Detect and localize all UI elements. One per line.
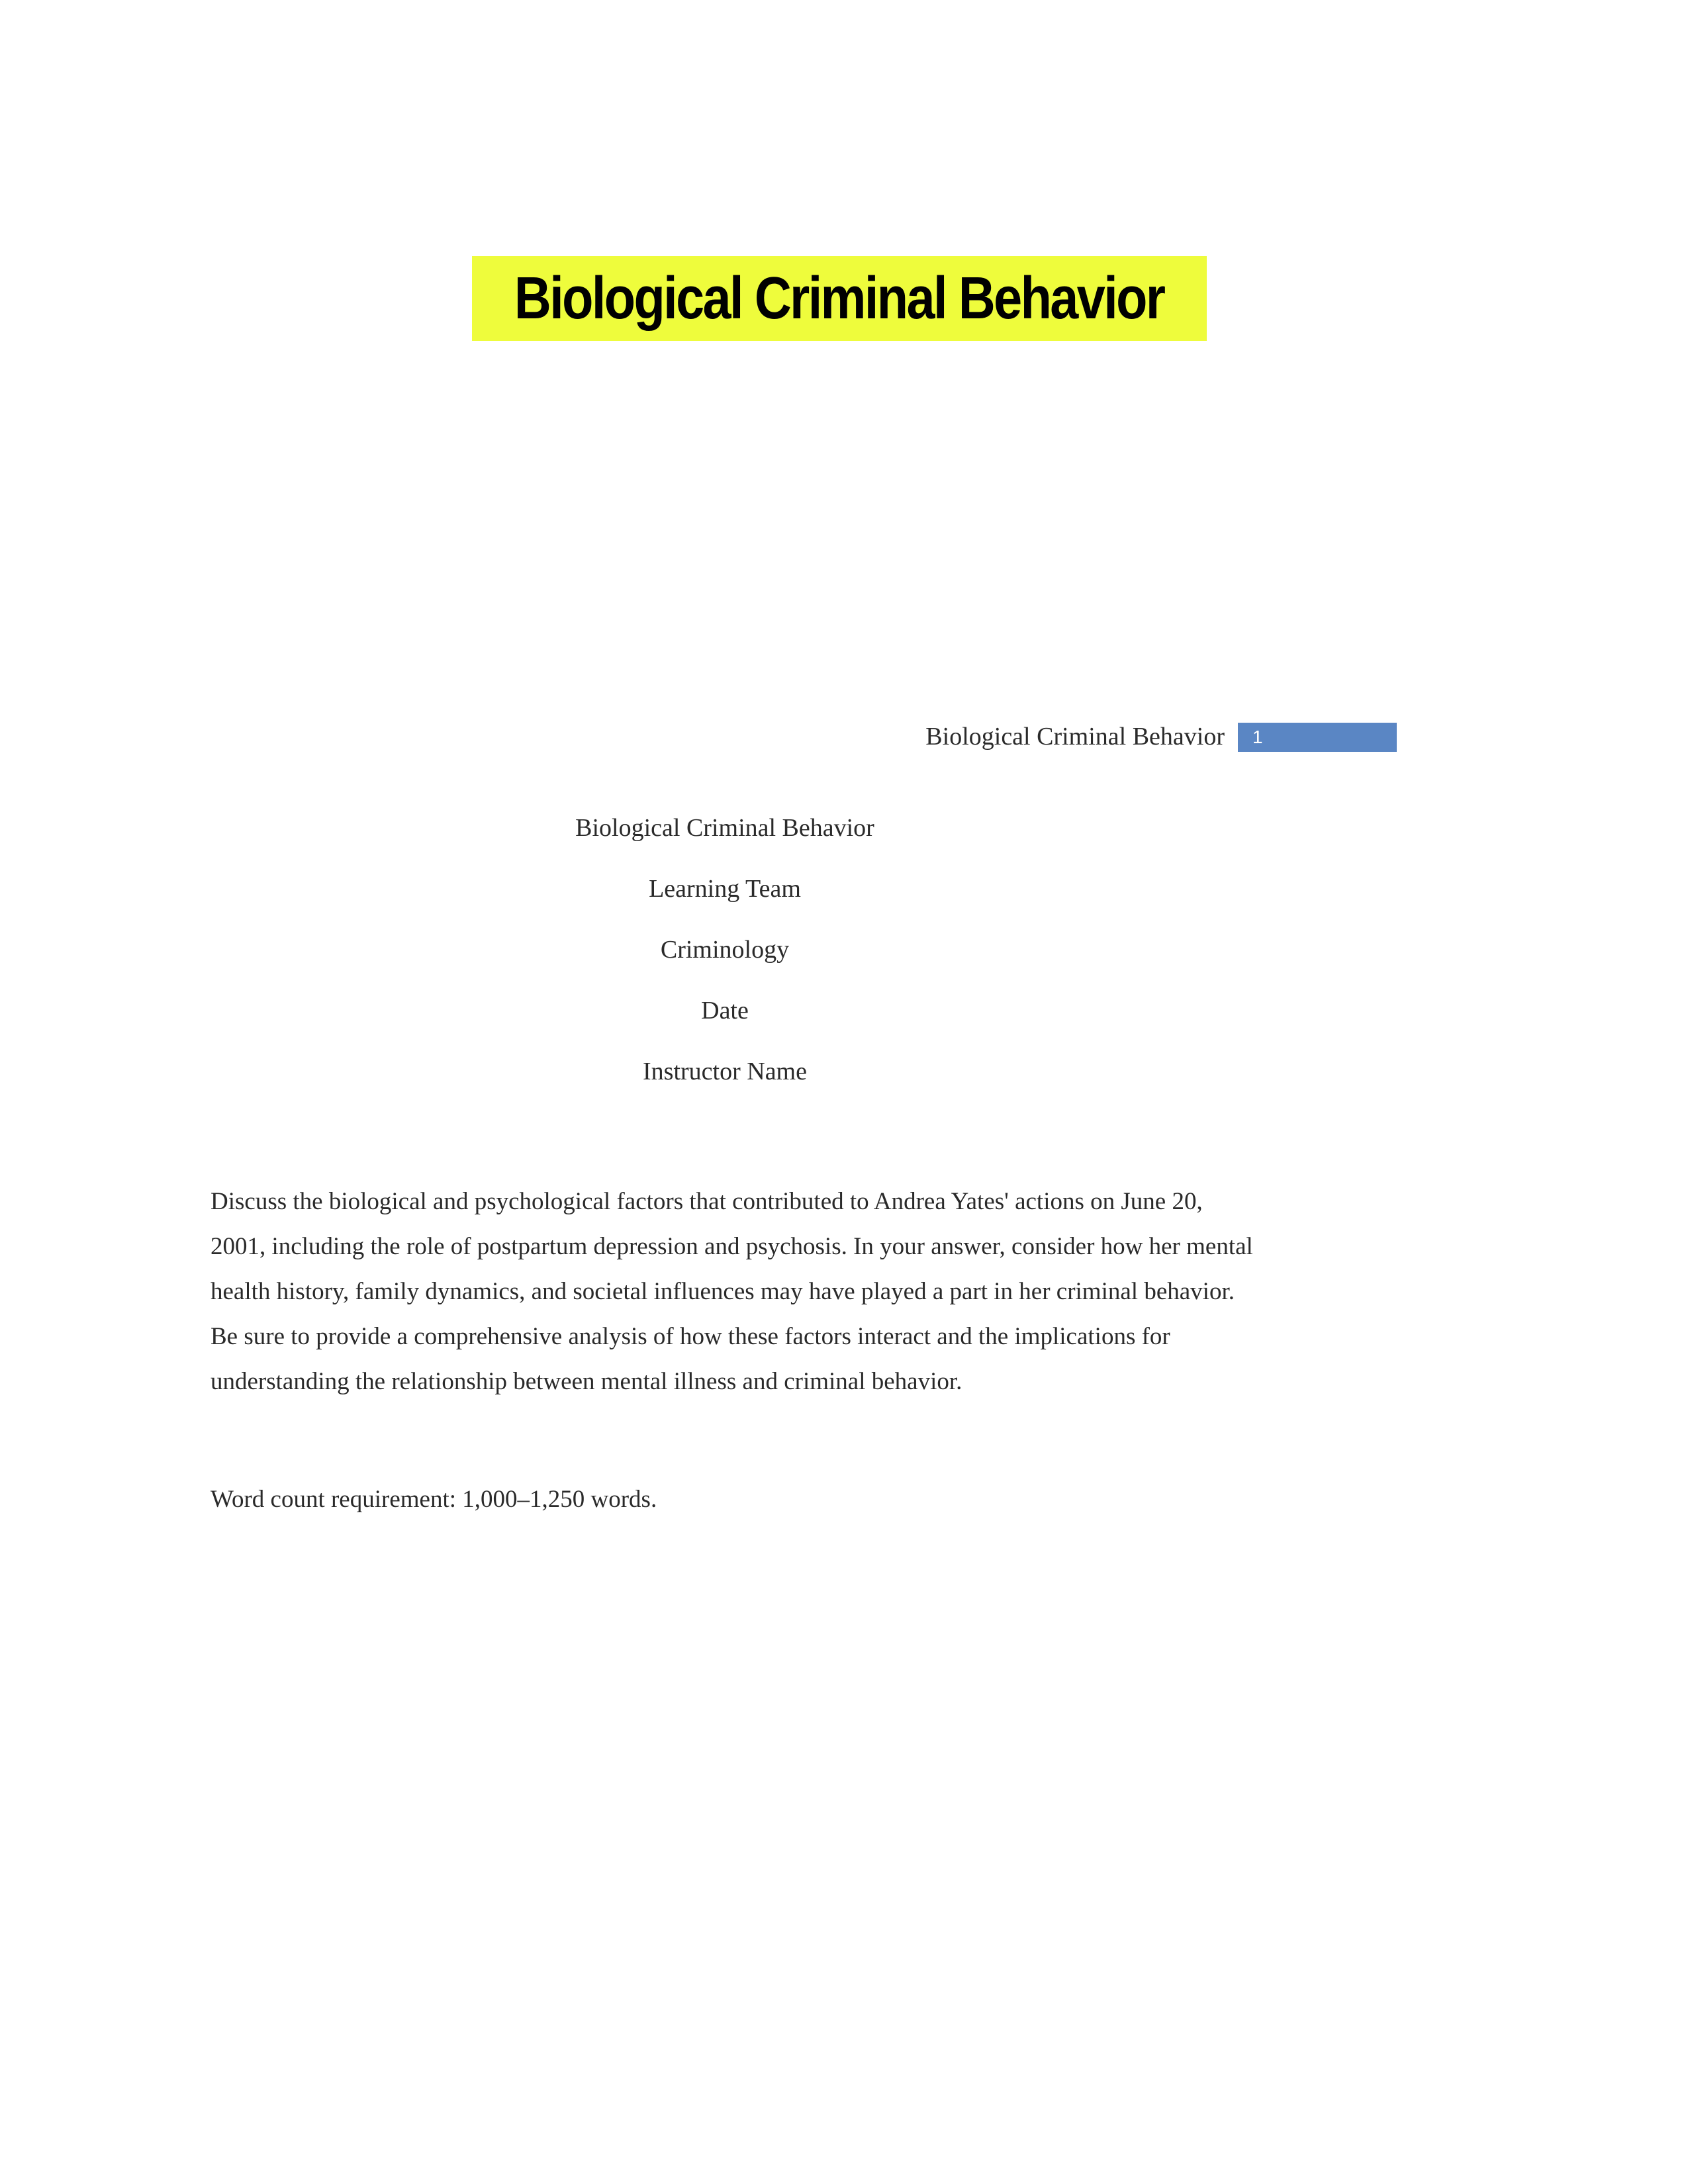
course-line: Criminology: [660, 936, 790, 964]
running-head: Biological Criminal Behavior: [925, 723, 1225, 751]
page-number: 1: [1238, 723, 1397, 752]
team-line: Learning Team: [649, 875, 801, 903]
assignment-prompt: Discuss the biological and psychological factors that contributed to Andrea Yates' actions on June 20, 2001, including the role of postpartum depression and psychosis. In your answer, consider how her mental health history, family dynamics, and societal influences may have played a part in her criminal behavior. Be sure to provide a comprehensive analysis of how these factors interact and the implications for understanding the relationship between mental illness and criminal behavior.: [211, 1188, 1253, 1395]
title-page-block: [463, 811, 986, 1115]
word-count-requirement: Word count requirement: 1,000–1,250 words.: [211, 1486, 657, 1513]
instructor-line: Instructor Name: [643, 1058, 807, 1085]
date-line: Date: [701, 997, 749, 1024]
paper-title: Biological Criminal Behavior: [575, 814, 874, 842]
banner-title: Biological Criminal Behavior: [514, 265, 1164, 332]
title-banner: [472, 256, 1207, 341]
